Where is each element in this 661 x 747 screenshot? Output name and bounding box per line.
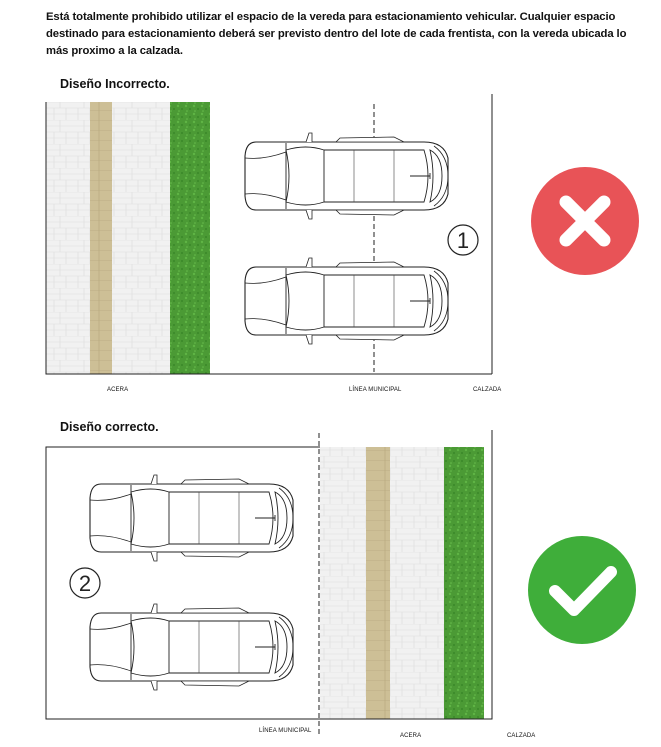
car-1 — [245, 133, 448, 219]
car-2 — [245, 258, 448, 344]
number-badge-text: 2 — [78, 571, 92, 596]
correct-heading: Diseño correcto. — [60, 420, 159, 434]
paving-area — [112, 102, 170, 374]
paving-area — [320, 447, 366, 719]
acera-label: ACERA — [107, 387, 129, 393]
tile-strip — [366, 447, 390, 719]
car-2 — [90, 604, 293, 690]
correct-panel — [46, 430, 636, 736]
car-1 — [90, 475, 293, 561]
tile-strip — [90, 102, 112, 374]
calzada-label: CALZADA — [507, 733, 536, 739]
municipal-line-label: LÍNEA MUNICIPAL — [349, 387, 402, 393]
paving-area — [46, 102, 90, 374]
grass-strip — [170, 102, 210, 374]
incorrect-heading: Diseño Incorrecto. — [60, 77, 170, 91]
check-icon — [528, 536, 636, 644]
intro-text: Está totalmente prohibido utilizar el espacio de la vereda para estacionamiento vehicular. Cualquier espacio destinado para estacionamiento deberá ser previsto dentro del lote de cada frentista, con la vereda ubicada lo más proximo a la calzada. — [46, 11, 627, 57]
number-badge-text: 1 — [456, 228, 470, 253]
incorrect-panel — [46, 94, 639, 374]
acera-label: ACERA — [400, 733, 422, 739]
grass-strip — [444, 447, 484, 719]
municipal-line-label: LÍNEA MUNICIPAL — [259, 728, 312, 734]
calzada-label: CALZADA — [473, 387, 502, 393]
cross-icon — [531, 167, 639, 275]
paving-area — [390, 447, 444, 719]
